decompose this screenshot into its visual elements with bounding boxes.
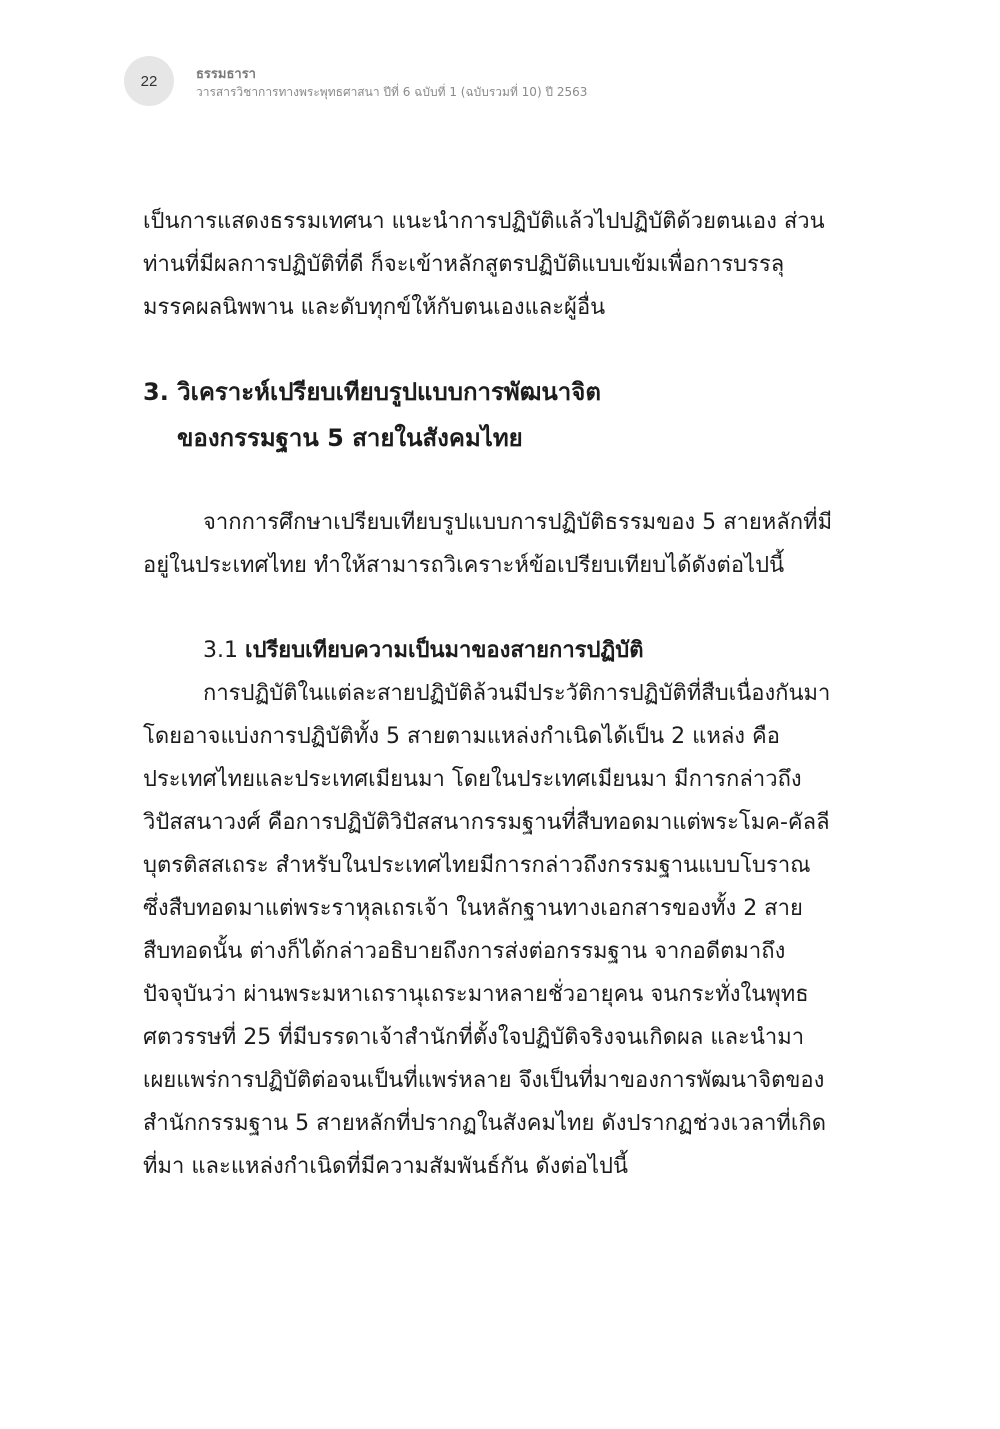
page-number [124,56,174,106]
history-paragraph: การปฏิบัติในแต่ละสายปฏิบัติล้วนมีประวัติการปฏิบัติที่สืบเนื่องกันมา โดยอาจแบ่งการปฏิบัติทั้ง 5 สายตามแหล่งกำเนิดได้เป็น 2 แหล่ง คือ ประเทศไทยและประเทศเมียนมา โดยในประเทศเมียนมา มีการกล่าวถึงวิปัสสนาวงศ์ คือการปฏิบัติวิปัสสนากรรมฐานที่สืบทอดมาแต่พระโมค-คัลลีบุตรติสสเถระ สำหรับในประเทศไทยมีการกล่าวถึงกรรมฐานแบบโบราณซึ่งสืบทอดมาแต่พระราหุลเถรเจ้า ในหลักฐานทางเอกสารของทั้ง 2 สายสืบทอดนั้น ต่างก็ได้กล่าวอธิบายถึงการส่งต่อกรรมฐาน จากอดีตมาถึงปัจจุบันว่า ผ่านพระมหาเถรานุเถระมาหลายชั่วอายุคน จนกระทั่งในพุทธศตวรรษที่ 25 ที่มีบรรดาเจ้าสำนักที่ตั้งใจปฏิบัติจริงจนเกิดผล และนำมาเผยแพร่การปฏิบัติต่อจนเป็นที่แพร่หลาย จึงเป็นที่มาของการพัฒนาจิตของสำนักกรรมฐาน 5 สายหลักที่ปรากฏในสังคมไทย ดังปรากฏช่วงเวลาที่เกิด ที่มา และแหล่งกำเนิดที่มีความสัมพันธ์กัน ดังต่อไปนี้ [143,681,831,1179]
section-heading [143,369,833,461]
subsection-heading [143,629,833,672]
page-number-text: 22 [140,72,158,90]
section-heading-line2: ของกรรมฐาน 5 สายในสังคมไทย [177,424,523,452]
page-content [143,200,833,1188]
subsection-title: เปรียบเทียบความเป็นมาของสายการปฏิบัติ [245,638,644,663]
subsection-number: 3.1 [203,638,238,663]
section-heading-line1: 3. วิเคราะห์เปรียบเทียบรูปแบบการพัฒนาจิต [143,378,601,406]
comparison-paragraph: จากการศึกษาเปรียบเทียบรูปแบบการปฏิบัติธรรมของ 5 สายหลักที่มีอยู่ในประเทศไทย ทำให้สามารถวิเคราะห์ข้อเปรียบเทียบได้ดังต่อไปนี้ [143,510,833,578]
intro-paragraph: เป็นการแสดงธรรมเทศนา แนะนำการปฏิบัติแล้วไปปฏิบัติด้วยตนเอง ส่วนท่านที่มีผลการปฏิบัติที่ดี ก็จะเข้าหลักสูตรปฏิบัติแบบเข้มเพื่อการบรรลุมรรคผลนิพพาน และดับทุกข์ให้กับตนเองและผู้อื่น [143,209,825,320]
journal-info: วารสารวิชาการทางพระพุทธศาสนา ปีที่ 6 ฉบับที่ 1 (ฉบับรวมที่ 10) ปี 2563 [196,85,588,99]
journal-name: ธรรมธารา [196,67,256,82]
